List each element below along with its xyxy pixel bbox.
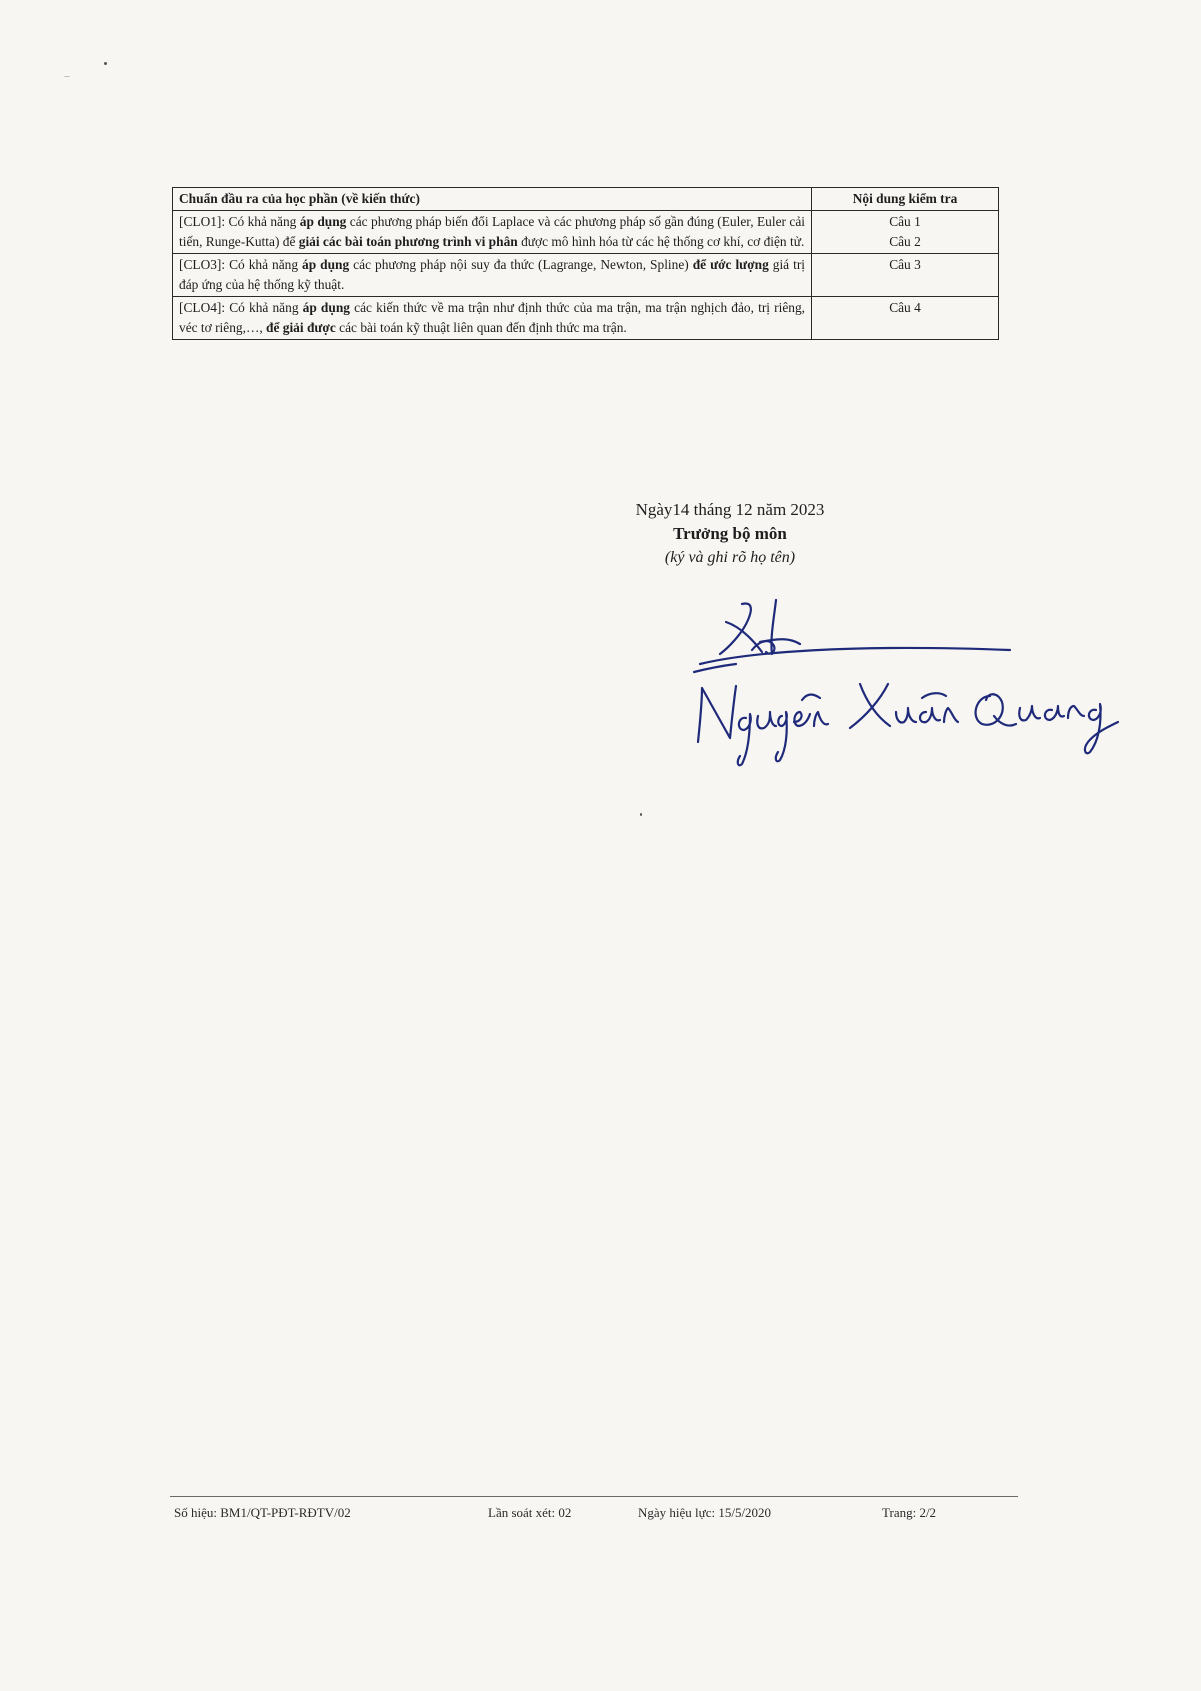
- footer-form-code: Số hiệu: BM1/QT-PĐT-RĐTV/02: [174, 1505, 351, 1520]
- content-cell: [812, 211, 999, 254]
- outcome-cell: [173, 211, 812, 254]
- question-label: Câu 1: [889, 214, 921, 229]
- footer-effective-date: Ngày hiệu lực: 15/5/2020: [638, 1505, 772, 1520]
- outcome-text: áp dụng: [299, 214, 347, 229]
- footer-divider: [170, 1496, 1018, 1497]
- outcome-text: các kiến thức về ma trận như định thức của ma trận, ma trận nghịch đảo, trị riêng, véc tơ riêng,…,: [179, 300, 805, 335]
- outcome-text: các phương pháp biến đổi Laplace và các phương pháp số gần đúng (Euler, Euler cải tiến, Runge-Kutta) để: [179, 214, 805, 249]
- outcome-text: giải các bài toán phương trình vi phân: [298, 234, 518, 249]
- outcome-text: các bài toán kỹ thuật liên quan đến định thức ma trận.: [335, 320, 627, 335]
- scan-speck: [640, 813, 642, 816]
- outcome-text: áp dụng: [302, 300, 350, 315]
- footer-page: Trang: 2/2: [882, 1505, 937, 1520]
- signature-block: [560, 498, 900, 570]
- signature-date: Ngày14 tháng 12 năm 2023: [635, 500, 825, 519]
- header-outcome: Chuẩn đầu ra của học phần (về kiến thức): [173, 188, 812, 211]
- footer-revision: Lần soát xét: 02: [488, 1505, 572, 1520]
- handwritten-signature: [690, 592, 1120, 792]
- table-body: [173, 211, 999, 340]
- table-row: [173, 254, 999, 297]
- learning-outcomes-table: [172, 187, 999, 340]
- signature-note: (ký và ghi rõ họ tên): [664, 549, 796, 566]
- signature-title: Trưởng bộ môn: [673, 524, 787, 543]
- content-cell: [812, 297, 999, 340]
- outcome-text: [CLO4]: Có khả năng: [179, 300, 303, 315]
- table-row: [173, 297, 999, 340]
- content-cell: [812, 254, 999, 297]
- outcome-text: để ước lượng: [692, 257, 769, 272]
- table-header-row: [173, 188, 999, 211]
- outcome-text: áp dụng: [302, 257, 350, 272]
- header-content: Nội dung kiểm tra: [812, 188, 999, 211]
- scan-speck: [104, 62, 107, 65]
- outcome-text: giá trị đáp ứng của hệ thống kỹ thuật.: [179, 257, 805, 292]
- scan-speck: [64, 76, 70, 77]
- question-label: Câu 3: [889, 257, 921, 272]
- outcome-text: được mô hình hóa từ các hệ thống cơ khí, cơ điện tử.: [517, 234, 805, 249]
- outcome-text: để giải được: [266, 320, 336, 335]
- outcome-text: [CLO1]: Có khả năng: [179, 214, 300, 229]
- outcome-cell: [173, 297, 812, 340]
- question-label: Câu 4: [889, 300, 921, 315]
- outcome-cell: [173, 254, 812, 297]
- question-label: Câu 2: [889, 234, 921, 249]
- outcome-text: các phương pháp nội suy đa thức (Lagrange, Newton, Spline): [349, 257, 693, 272]
- table-row: [173, 211, 999, 254]
- outcome-text: [CLO3]: Có khả năng: [179, 257, 303, 272]
